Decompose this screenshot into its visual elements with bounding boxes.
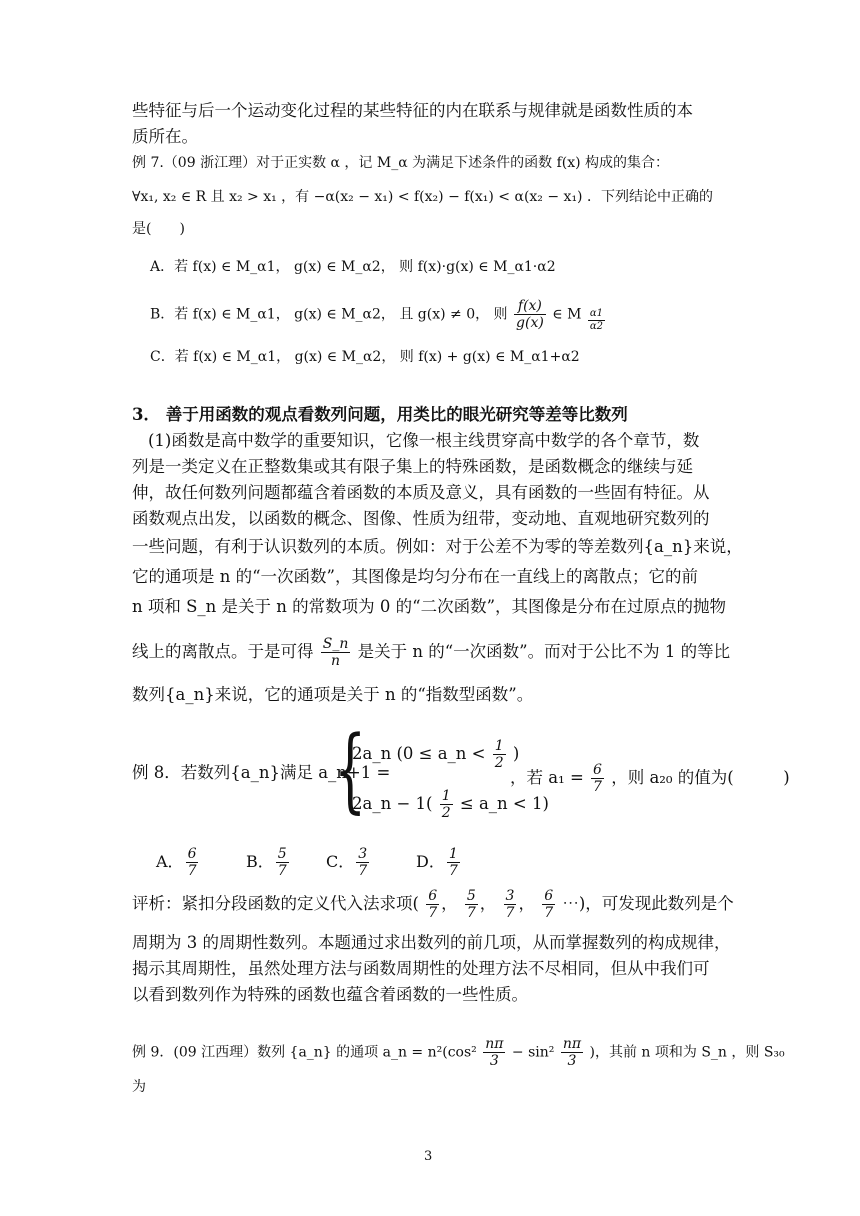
example-9-line-2: 为: [132, 1079, 146, 1095]
page-number: 3: [424, 1149, 433, 1164]
example-8-option-a: A． $\frac{6}{7}$: [156, 846, 197, 879]
option-b-denominator: g(x): [516, 315, 544, 331]
piecewise-brace: {: [334, 716, 367, 823]
section-3-para-line-4: 函数观点出发，以函数的概念、图像、性质为纽带，变动地、直观地研究数列的: [132, 509, 710, 528]
section-3-para-line-5: 一些问题，有利于认识数列的本质。例如：对于公差不为零的等差数列{a_n}来说，: [132, 537, 743, 556]
intro-line-1: 些特征与后一个运动变化过程的某些特征的内在联系与规律就是函数性质的本: [132, 101, 693, 120]
section-3-para-line-9: 数列{a_n}来说，它的通项是关于 n 的“指数型函数”。: [132, 685, 534, 704]
section-3-para-line-7: n 项和 S_n 是关于 n 的常数项为 0 的“二次函数”，其图像是分布在过原点的抛物: [132, 597, 727, 616]
section-3-heading: 3． 善于用函数的观点看数列问题，用类比的眼光研究等差等比数列: [132, 405, 628, 424]
section-3-para-line-8: 线上的离散点。于是可得 $\frac{S\_n}{n}$ 是关于 n 的“一次函数”。而对于公比不为 1 的等比: [132, 636, 731, 669]
example-9-stem: 例 9．(09 江西理）数列 {a_n} 的通项 a_n = n²(cos² $\frac{n\pi}{3}$ − sin² $\frac{n\pi}{3}$ )，其前 n 项和为 S_n ，则 S₃₀: [132, 1036, 785, 1069]
section-3-para-line-1: (1)函数是高中数学的重要知识，它像一根主线贯穿高中数学的各个章节，数: [148, 431, 700, 450]
section-3-para-line-3: 伸，故任何数列问题都蕴含着函数的本质及意义，具有函数的一些固有特征。从: [132, 483, 710, 502]
example-7-question: 是( ): [132, 221, 185, 237]
section-3-para-line-2: 列是一类定义在正整数集或其有限子集上的特殊函数，是函数概念的继续与延: [132, 457, 693, 476]
example-7-option-a: A．若 f(x) ∈ M_α1， g(x) ∈ M_α2， 则 f(x)·g(x) ∈ M_α1·α2: [150, 259, 556, 275]
analysis-line-1: 评析：紧扣分段函数的定义代入法求项( $\frac{6}{7}$ ， $\frac{5}{7}$ ， $\frac{3}{7}$ ， $\frac{6}{7}$ ⋯)，可发现此数列是个: [132, 888, 734, 921]
example-7-condition: ∀x₁, x₂ ∈ R 且 x₂ > x₁ ，有 −α(x₂ − x₁) < f(x₂) − f(x₁) < α(x₂ − x₁) ．下列结论中正确的: [132, 189, 713, 205]
analysis-line-4: 以看到数列作为特殊的函数也蕴含着函数的一些性质。: [132, 985, 528, 1004]
example-7-option-b: B．若 f(x) ∈ M_α1， g(x) ∈ M_α2， 且 g(x) ≠ 0， 则 $\frac{f(x)}{g(x)}$ ∈ M $\frac{\alpha 1}{\alpha 2}$: [150, 298, 603, 332]
option-b-numerator: f(x): [514, 298, 546, 315]
example-8-option-b: B． $\frac{5}{7}$: [246, 846, 287, 879]
piecewise-case-1: 2a_n (0 ≤ a_n < $\frac{1}{2}$ ): [352, 738, 520, 771]
example-8-stem: 例 8．若数列{a_n}满足 a_n+1 =: [132, 763, 391, 782]
analysis-line-2: 周期为 3 的周期性数列。本题通过求出数列的前几项，从而掌握数列的构成规律，: [132, 933, 731, 952]
example-7-option-c: C．若 f(x) ∈ M_α1， g(x) ∈ M_α2， 则 f(x) + g(x) ∈ M_α1+α2: [150, 349, 580, 365]
intro-line-2: 质所在。: [132, 127, 198, 146]
example-7-stem: 例 7.（09 浙江理）对于正实数 α ，记 M_α 为满足下述条件的函数 f(x) 构成的集合：: [132, 155, 670, 171]
example-8-option-d: D． $\frac{1}{7}$: [416, 846, 458, 879]
section-3-para-line-6: 它的通项是 n 的“一次函数”，其图像是均匀分布在一直线上的离散点；它的前: [132, 567, 698, 586]
piecewise-case-2: 2a_n − 1( $\frac{1}{2}$ ≤ a_n < 1): [352, 788, 549, 821]
example-8-option-c: C． $\frac{3}{7}$: [326, 846, 368, 879]
example-8-condition: ，若 a₁ = $\frac{6}{7}$ ，则 a₂₀ 的值为( ): [510, 762, 790, 795]
analysis-line-3: 揭示其周期性，虽然处理方法与函数周期性的处理方法不尽相同，但从中我们可: [132, 959, 710, 978]
